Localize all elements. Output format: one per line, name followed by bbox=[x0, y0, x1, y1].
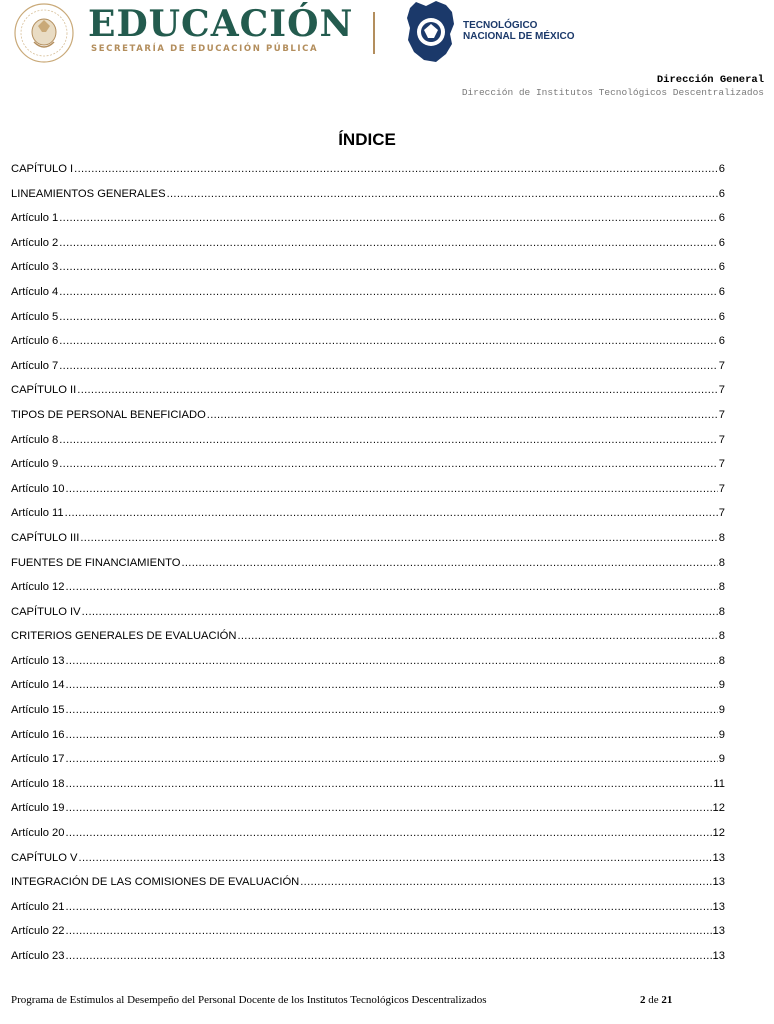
toc-entry[interactable] bbox=[11, 753, 725, 778]
toc-dot-leader bbox=[65, 901, 711, 913]
toc-entry-page[interactable]: 13 bbox=[712, 876, 725, 889]
toc-entry-page[interactable]: 7 bbox=[718, 433, 725, 446]
toc-entry-label[interactable]: CRITERIOS GENERALES DE EVALUACIÓN bbox=[11, 630, 237, 643]
toc-dot-leader bbox=[59, 360, 718, 372]
footer-page-of: de bbox=[648, 994, 659, 1006]
toc-entry[interactable] bbox=[11, 237, 725, 262]
toc-entry-label[interactable]: Artículo 3 bbox=[11, 261, 59, 274]
toc-entry[interactable] bbox=[11, 311, 725, 336]
toc-entry-page[interactable]: 9 bbox=[718, 728, 725, 741]
toc-entry-label[interactable]: CAPÍTULO II bbox=[11, 384, 77, 397]
toc-entry-label[interactable]: TIPOS DE PERSONAL BENEFICIADO bbox=[11, 408, 206, 421]
toc-dot-leader bbox=[65, 679, 717, 691]
toc-entry-label[interactable]: Artículo 8 bbox=[11, 433, 59, 446]
toc-entry-label[interactable]: Artículo 12 bbox=[11, 581, 65, 594]
toc-entry[interactable] bbox=[11, 532, 725, 557]
toc-entry-page[interactable]: 6 bbox=[718, 261, 725, 274]
toc-dot-leader bbox=[207, 409, 718, 421]
toc-entry[interactable] bbox=[11, 802, 725, 827]
toc-entry-page[interactable]: 7 bbox=[718, 359, 725, 372]
toc-entry-page[interactable]: 9 bbox=[718, 704, 725, 717]
toc-entry-label[interactable]: Artículo 13 bbox=[11, 654, 65, 667]
toc-dot-leader bbox=[59, 261, 718, 273]
educacion-logo-title: EDUCACIÓN bbox=[88, 3, 354, 45]
direccion-general: Dirección General bbox=[656, 74, 764, 86]
toc-entry[interactable] bbox=[11, 581, 725, 606]
header-divider bbox=[373, 12, 375, 54]
toc-dot-leader bbox=[65, 581, 717, 593]
toc-entry[interactable] bbox=[11, 163, 725, 188]
toc-entry[interactable] bbox=[11, 655, 725, 680]
mexico-seal-logo bbox=[10, 2, 78, 64]
toc-dot-leader bbox=[59, 237, 718, 249]
toc-entry[interactable] bbox=[11, 409, 725, 434]
toc-dot-leader bbox=[59, 311, 718, 323]
toc-entry-label[interactable]: FUENTES DE FINANCIAMIENTO bbox=[11, 556, 181, 569]
toc-entry-label[interactable]: Artículo 18 bbox=[11, 777, 65, 790]
toc-dot-leader bbox=[59, 212, 718, 224]
toc-entry[interactable] bbox=[11, 630, 725, 655]
toc-dot-leader bbox=[82, 606, 718, 618]
toc-entry-page[interactable]: 7 bbox=[718, 384, 725, 397]
index-title: ÍNDICE bbox=[338, 130, 396, 149]
toc-entry[interactable] bbox=[11, 950, 725, 975]
toc-entry-page[interactable]: 13 bbox=[712, 851, 725, 864]
toc-dot-leader bbox=[181, 557, 717, 569]
toc-entry-page[interactable]: 8 bbox=[718, 605, 725, 618]
toc-dot-leader bbox=[65, 507, 718, 519]
toc-entry[interactable] bbox=[11, 852, 725, 877]
toc-entry-label[interactable]: Artículo 14 bbox=[11, 679, 65, 692]
toc-entry-page[interactable]: 13 bbox=[712, 900, 725, 913]
toc-entry-page[interactable]: 6 bbox=[718, 310, 725, 323]
toc-entry[interactable] bbox=[11, 557, 725, 582]
toc-dot-leader bbox=[300, 876, 711, 888]
toc-entry-page[interactable]: 7 bbox=[718, 507, 725, 520]
tecnm-name-line1: TECNOLÓGICO bbox=[463, 20, 538, 31]
toc-entry-label[interactable]: Artículo 6 bbox=[11, 335, 59, 348]
toc-entry-label[interactable]: Artículo 10 bbox=[11, 482, 65, 495]
tecnm-name bbox=[463, 20, 575, 42]
toc-entry-page[interactable]: 9 bbox=[718, 753, 725, 766]
toc-entry-page[interactable]: 12 bbox=[712, 827, 725, 840]
toc-entry[interactable] bbox=[11, 335, 725, 360]
toc-dot-leader bbox=[65, 925, 711, 937]
toc-dot-leader bbox=[65, 802, 711, 814]
sep-subtitle: SECRETARÍA DE EDUCACIÓN PÚBLICA bbox=[91, 44, 319, 54]
toc-dot-leader bbox=[65, 827, 711, 839]
toc-dot-leader bbox=[59, 434, 718, 446]
toc-dot-leader bbox=[59, 286, 718, 298]
toc-entry-page[interactable]: 6 bbox=[718, 163, 725, 175]
toc-entry-label[interactable]: INTEGRACIÓN DE LAS COMISIONES DE EVALUACIÓN bbox=[11, 876, 300, 889]
toc-entry[interactable] bbox=[11, 876, 725, 901]
toc-dot-leader bbox=[65, 655, 717, 667]
direccion-institutos: Dirección de Institutos Tecnológicos Descentralizados bbox=[461, 87, 764, 98]
footer-program-title: Programa de Estímulos al Desempeño del Personal Docente de los Institutos Tecnológicos Descentralizados bbox=[11, 994, 487, 1006]
toc-dot-leader bbox=[59, 458, 718, 470]
toc-entry-label[interactable]: Artículo 15 bbox=[11, 704, 65, 717]
toc-entry-page[interactable]: 6 bbox=[718, 187, 725, 200]
toc-entry-page[interactable]: 6 bbox=[718, 285, 725, 298]
toc-entry-page[interactable]: 7 bbox=[718, 482, 725, 495]
toc-entry-page[interactable]: 13 bbox=[712, 925, 725, 938]
toc-entry-label[interactable]: Artículo 4 bbox=[11, 285, 59, 298]
footer-page-current: 2 bbox=[640, 994, 646, 1006]
toc-dot-leader bbox=[65, 778, 712, 790]
toc-entry-page[interactable]: 6 bbox=[718, 335, 725, 348]
toc-entry-page[interactable]: 9 bbox=[718, 679, 725, 692]
toc-entry-page[interactable]: 6 bbox=[718, 236, 725, 249]
toc-entry-page[interactable]: 8 bbox=[718, 630, 725, 643]
footer-page-total: 21 bbox=[661, 994, 673, 1006]
toc-entry[interactable] bbox=[11, 827, 725, 852]
toc-entry[interactable] bbox=[11, 434, 725, 459]
toc-entry[interactable] bbox=[11, 778, 725, 803]
toc-entry-page[interactable]: 8 bbox=[718, 556, 725, 569]
toc-entry-label[interactable]: Artículo 7 bbox=[11, 359, 59, 372]
toc-entry-label[interactable]: Artículo 2 bbox=[11, 236, 59, 249]
toc-dot-leader bbox=[80, 532, 717, 544]
footer-page-number bbox=[640, 994, 672, 1006]
toc-entry[interactable] bbox=[11, 261, 725, 286]
toc-entry[interactable] bbox=[11, 729, 725, 754]
toc-entry-label[interactable]: Artículo 23 bbox=[11, 950, 65, 962]
toc-dot-leader bbox=[167, 188, 718, 200]
toc-entry-page[interactable]: 7 bbox=[718, 458, 725, 471]
toc-entry[interactable] bbox=[11, 507, 725, 532]
toc-entry-label[interactable]: CAPÍTULO I bbox=[11, 163, 74, 175]
toc-entry-label[interactable]: Artículo 19 bbox=[11, 802, 65, 815]
toc-entry[interactable] bbox=[11, 901, 725, 926]
toc-entry-label[interactable]: Artículo 21 bbox=[11, 900, 65, 913]
toc-entry-label[interactable]: Artículo 22 bbox=[11, 925, 65, 938]
toc-entry-label[interactable]: CAPÍTULO III bbox=[11, 531, 80, 544]
toc-dot-leader bbox=[65, 704, 717, 716]
toc-entry-label[interactable]: LINEAMIENTOS GENERALES bbox=[11, 187, 166, 200]
toc-entry[interactable] bbox=[11, 188, 725, 213]
toc-dot-leader bbox=[65, 950, 711, 962]
tecnm-name-line2: NACIONAL DE MÉXICO bbox=[463, 31, 575, 42]
toc-dot-leader bbox=[77, 384, 717, 396]
toc-entry[interactable] bbox=[11, 286, 725, 311]
toc-entry[interactable] bbox=[11, 360, 725, 385]
table-of-contents bbox=[11, 163, 725, 975]
toc-entry-label[interactable]: Artículo 17 bbox=[11, 753, 65, 766]
toc-entry-page[interactable]: 8 bbox=[718, 581, 725, 594]
tecnm-logo-icon bbox=[406, 0, 456, 64]
toc-dot-leader bbox=[59, 335, 718, 347]
toc-entry[interactable] bbox=[11, 212, 725, 237]
toc-entry-page[interactable]: 8 bbox=[718, 654, 725, 667]
toc-entry-page[interactable]: 7 bbox=[718, 408, 725, 421]
toc-entry-label[interactable]: CAPÍTULO V bbox=[11, 851, 78, 864]
toc-entry-label[interactable]: Artículo 5 bbox=[11, 310, 59, 323]
toc-dot-leader bbox=[65, 753, 717, 765]
toc-entry-label[interactable]: Artículo 1 bbox=[11, 212, 59, 225]
toc-entry[interactable] bbox=[11, 704, 725, 729]
toc-entry-label[interactable]: CAPÍTULO IV bbox=[11, 605, 81, 618]
toc-dot-leader bbox=[65, 729, 717, 741]
toc-entry-page[interactable]: 8 bbox=[718, 531, 725, 544]
toc-entry[interactable] bbox=[11, 384, 725, 409]
toc-dot-leader bbox=[79, 852, 712, 864]
toc-entry[interactable] bbox=[11, 925, 725, 950]
toc-entry[interactable] bbox=[11, 679, 725, 704]
toc-entry-page[interactable]: 13 bbox=[712, 950, 725, 962]
toc-entry-label[interactable]: Artículo 16 bbox=[11, 728, 65, 741]
toc-entry-page[interactable]: 12 bbox=[712, 802, 725, 815]
toc-entry-label[interactable]: Artículo 9 bbox=[11, 458, 59, 471]
toc-entry[interactable] bbox=[11, 606, 725, 631]
toc-entry-page[interactable]: 11 bbox=[713, 777, 725, 790]
toc-entry[interactable] bbox=[11, 483, 725, 508]
toc-dot-leader bbox=[74, 163, 718, 175]
toc-entry[interactable] bbox=[11, 458, 725, 483]
toc-entry-label[interactable]: Artículo 11 bbox=[11, 507, 64, 520]
toc-entry-page[interactable]: 6 bbox=[718, 212, 725, 225]
toc-dot-leader bbox=[65, 483, 717, 495]
toc-entry-label[interactable]: Artículo 20 bbox=[11, 827, 65, 840]
toc-dot-leader bbox=[237, 630, 717, 642]
